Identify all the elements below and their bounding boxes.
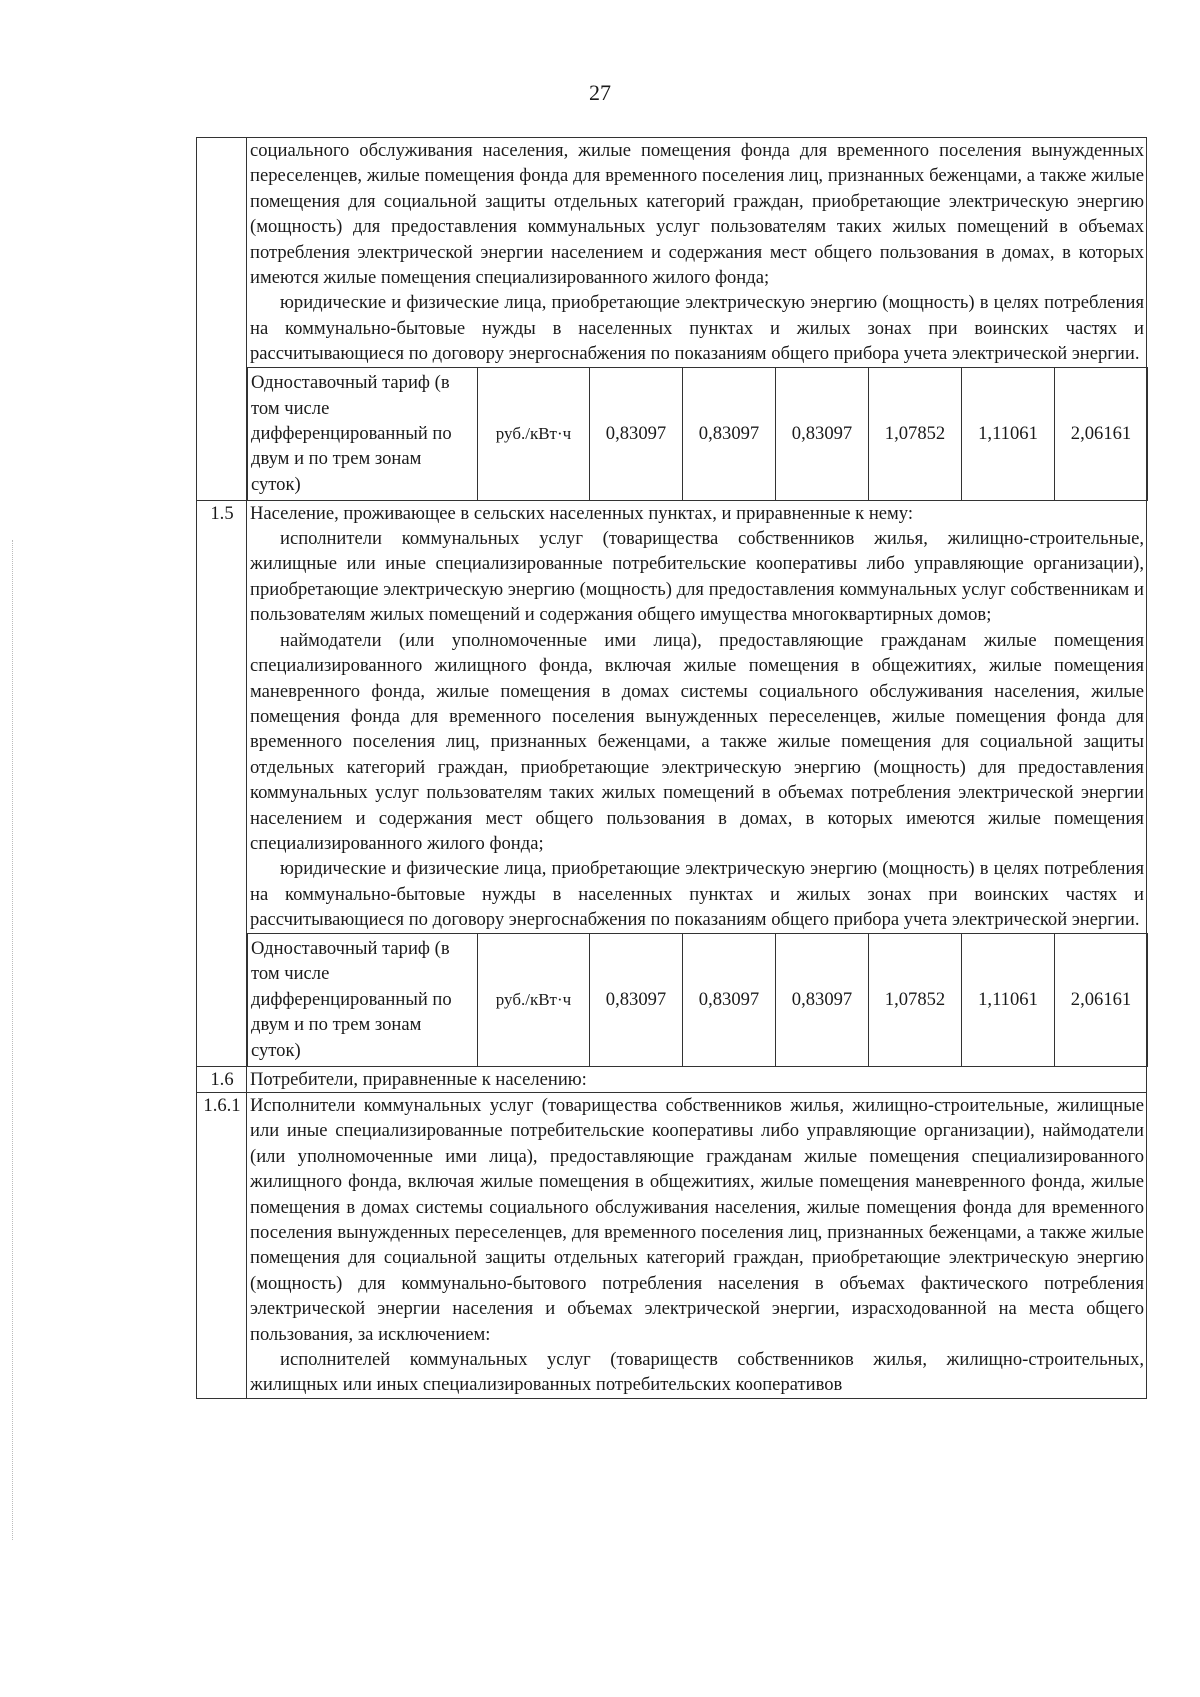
tariff-value: 0,83097: [683, 367, 776, 500]
row-number: 1.6.1: [197, 1092, 247, 1398]
tariff-label: Одноставочный тариф (в том числе дифференцированный по двум и по трем зонам суток): [248, 367, 478, 500]
paragraph: Исполнители коммунальных услуг (товарищества собственников жилья, жилищно-строительные, жилищные или иные специализированные потребительские кооперативы либо управляющие организации), наймодатели (или уполномоченные ими лица), предоставляющие гражданам жилые помещения специализированного жилищного фонда, включая жилые помещения в общежитиях, жилые помещения маневренного фонда, жилые помещения в домах системы социального обслуживания населения, жилые помещения фонда для временного поселения вынужденных переселенцев, для временного поселения лиц, признанных беженцами, а также жилые помещения для социальной защиты отдельных категорий граждан, приобретающие электрическую энергию (мощность) для коммунально-бытового потребления населения в объемах фактического потребления электрической энергии населения и объемах электрической энергии, израсходованной на места общего пользования, за исключением:: [250, 1094, 1144, 1345]
tariff-value: 0,83097: [776, 367, 869, 500]
tariff-value: 1,07852: [869, 933, 962, 1066]
table-row: [197, 1066, 1147, 1092]
tariff-value: 1,11061: [962, 367, 1055, 500]
tariff-value: 2,06161: [1055, 367, 1148, 500]
tariff-table: [196, 137, 1147, 1399]
tariff-value: 0,83097: [776, 933, 869, 1066]
tariff-value: 0,83097: [683, 933, 776, 1066]
row-number: 1.6: [197, 1066, 247, 1092]
row-number: [197, 138, 247, 501]
tariff-value: 1,07852: [869, 367, 962, 500]
tariff-value: 0,83097: [590, 367, 683, 500]
row-number: 1.5: [197, 500, 247, 1066]
row-description: [247, 500, 1147, 1066]
tariff-value: 2,06161: [1055, 933, 1148, 1066]
paragraph: наймодатели (или уполномоченные ими лица), предоставляющие гражданам жилые помещения специализированного жилищного фонда, включая жилые помещения в общежитиях, жилые помещения маневренного фонда, жилые помещения в домах системы социального обслуживания населения, жилые помещения фонда для временного поселения вынужденных переселенцев, жилые помещения фонда для временного поселения лиц, признанных беженцами, а также жилые помещения для социальной защиты отдельных категорий граждан, приобретающие электрическую энергию (мощность) для предоставления коммунальных услуг пользователям таких жилых помещений в объемах потребления электрической энергии населением и содержания мест общего пользования в домах, в которых имеются жилые помещения специализированного жилого фонда;: [250, 629, 1144, 854]
paragraph: юридические и физические лица, приобретающие электрическую энергию (мощность) в целях потребления на коммунально-бытовые нужды в населенных пунктах и жилых зонах при воинских частях и рассчитывающиеся по договору энергоснабжения по показаниям общего прибора учета электрической энергии.: [250, 292, 1144, 365]
table-row: [197, 138, 1147, 501]
paragraph: исполнителей коммунальных услуг (товариществ собственников жилья, жилищно-строительных, жилищных или иных специализированных потребительских кооперативов: [250, 1349, 1144, 1396]
row-description: [247, 138, 1147, 501]
tariff-value: 0,83097: [590, 933, 683, 1066]
tariff-unit: руб./кВт·ч: [478, 933, 590, 1066]
tariff-row: [247, 933, 1148, 1067]
tariff-value: 1,11061: [962, 933, 1055, 1066]
page-number: 27: [589, 80, 611, 105]
row-description: [247, 1092, 1147, 1398]
tariff-row: [247, 367, 1148, 501]
table-row: [197, 1092, 1147, 1398]
tariff-label: Одноставочный тариф (в том числе дифференцированный по двум и по трем зонам суток): [248, 933, 478, 1066]
paragraph: социального обслуживания населения, жилые помещения фонда для временного поселения вынужденных переселенцев, жилые помещения фонда для временного поселения лиц, признанных беженцами, а также жилые помещения для социальной защиты отдельных категорий граждан, приобретающие электрическую энергию (мощность) для предоставления коммунальных услуг пользователям таких жилых помещений в объемах потребления электрической энергии населением и содержания мест общего пользования в домах, в которых имеются жилые помещения специализированного жилого фонда;: [250, 140, 1144, 289]
table-row: [197, 500, 1147, 1066]
scan-edge-mark: [12, 540, 13, 1540]
paragraph: исполнители коммунальных услуг (товарищества собственников жилья, жилищно-строительные, жилищные или иные специализированные потребительские кооперативы либо управляющие организации), приобретающие электрическую энергию (мощность) для предоставления коммунальных услуг собственникам и пользователям жилых помещений и содержания общего имущества многоквартирных домов;: [250, 528, 1144, 626]
tariff-unit: руб./кВт·ч: [478, 367, 590, 500]
paragraph: Население, проживающее в сельских населенных пунктах, и приравненные к нему:: [250, 502, 914, 524]
row-description: [247, 1066, 1147, 1092]
paragraph: юридические и физические лица, приобретающие электрическую энергию (мощность) в целях потребления на коммунально-бытовые нужды в населенных пунктах и жилых зонах при воинских частях и рассчитывающиеся по договору энергоснабжения по показаниям общего прибора учета электрической энергии.: [250, 858, 1144, 931]
paragraph: Потребители, приравненные к населению:: [250, 1068, 587, 1090]
